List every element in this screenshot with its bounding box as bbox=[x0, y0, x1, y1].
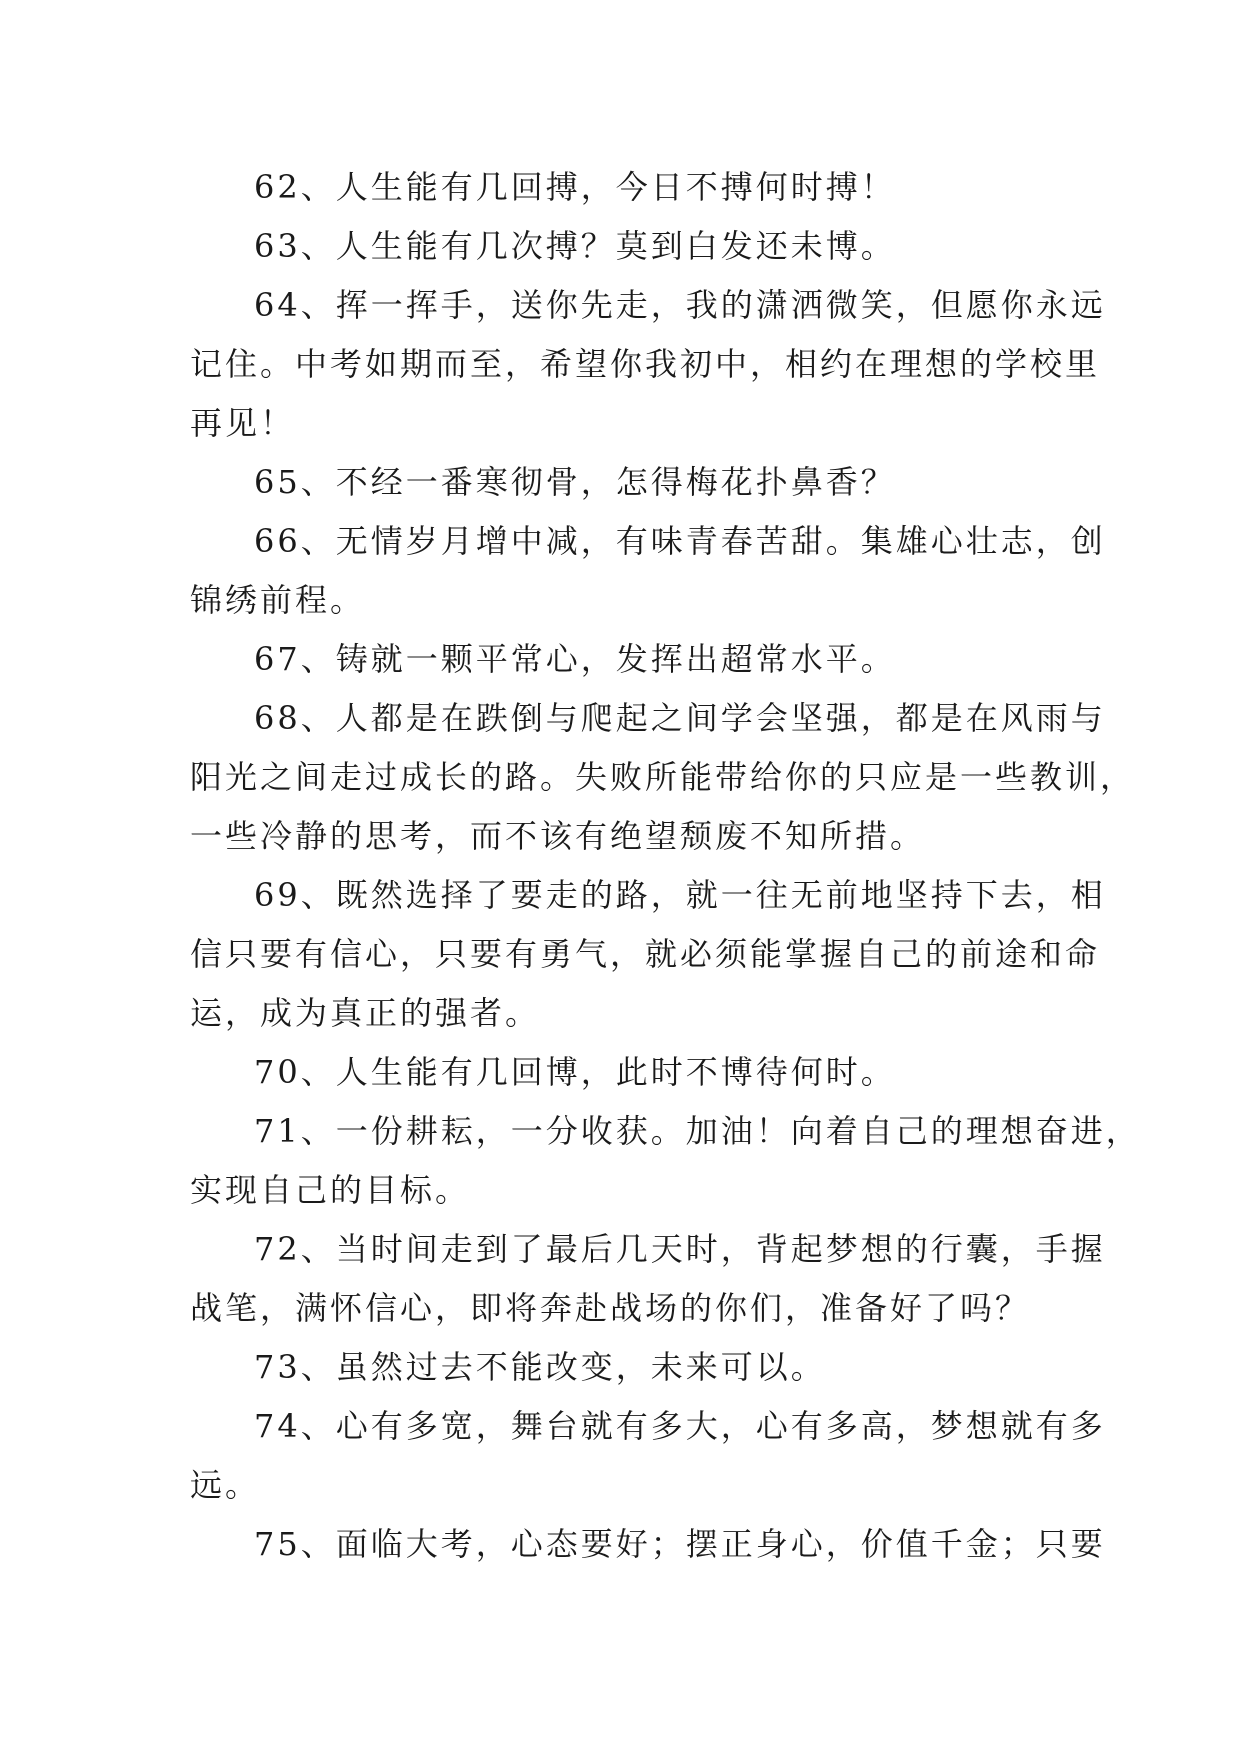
text-line: 68、人都是在跌倒与爬起之间学会坚强，都是在风雨与 bbox=[254, 699, 1106, 737]
text-line: 71、一份耕耘，一分收获。加油！向着自己的理想奋进， bbox=[254, 1112, 1141, 1150]
text-line: 实现自己的目标。 bbox=[190, 1171, 471, 1209]
document-body bbox=[190, 158, 1141, 1574]
text-line: 69、既然选择了要走的路，就一往无前地坚持下去，相 bbox=[254, 876, 1106, 914]
text-line: 67、铸就一颗平常心，发挥出超常水平。 bbox=[254, 640, 896, 678]
text-line: 锦绣前程。 bbox=[190, 581, 366, 619]
text-line: 64、挥一挥手，送你先走，我的潇洒微笑，但愿你永远 bbox=[254, 286, 1106, 324]
text-line: 74、心有多宽，舞台就有多大，心有多高，梦想就有多 bbox=[254, 1407, 1106, 1445]
text-line: 战笔，满怀信心，即将奔赴战场的你们，准备好了吗？ bbox=[190, 1289, 1031, 1327]
text-line: 信只要有信心，只要有勇气，就必须能掌握自己的前途和命 bbox=[190, 935, 1101, 973]
text-line: 再见！ bbox=[190, 404, 296, 442]
text-line: 73、虽然过去不能改变，未来可以。 bbox=[254, 1348, 826, 1386]
text-line: 一些冷静的思考，而不该有绝望颓废不知所措。 bbox=[190, 817, 926, 855]
text-line: 66、无情岁月增中减，有味青春苦甜。集雄心壮志，创 bbox=[254, 522, 1106, 560]
text-line: 62、人生能有几回搏，今日不搏何时搏！ bbox=[254, 168, 896, 206]
text-line: 65、不经一番寒彻骨，怎得梅花扑鼻香？ bbox=[254, 463, 896, 501]
text-line: 72、当时间走到了最后几天时，背起梦想的行囊，手握 bbox=[254, 1230, 1106, 1268]
text-line: 记住。中考如期而至，希望你我初中，相约在理想的学校里 bbox=[190, 345, 1101, 383]
text-line: 运，成为真正的强者。 bbox=[190, 994, 541, 1032]
text-line: 远。 bbox=[190, 1466, 261, 1504]
text-line: 70、人生能有几回博，此时不博待何时。 bbox=[254, 1053, 896, 1091]
text-line: 63、人生能有几次搏？莫到白发还未博。 bbox=[254, 227, 896, 265]
text-line: 阳光之间走过成长的路。失败所能带给你的只应是一些教训， bbox=[190, 758, 1136, 796]
text-line: 75、面临大考，心态要好；摆正身心，价值千金；只要 bbox=[254, 1525, 1106, 1563]
